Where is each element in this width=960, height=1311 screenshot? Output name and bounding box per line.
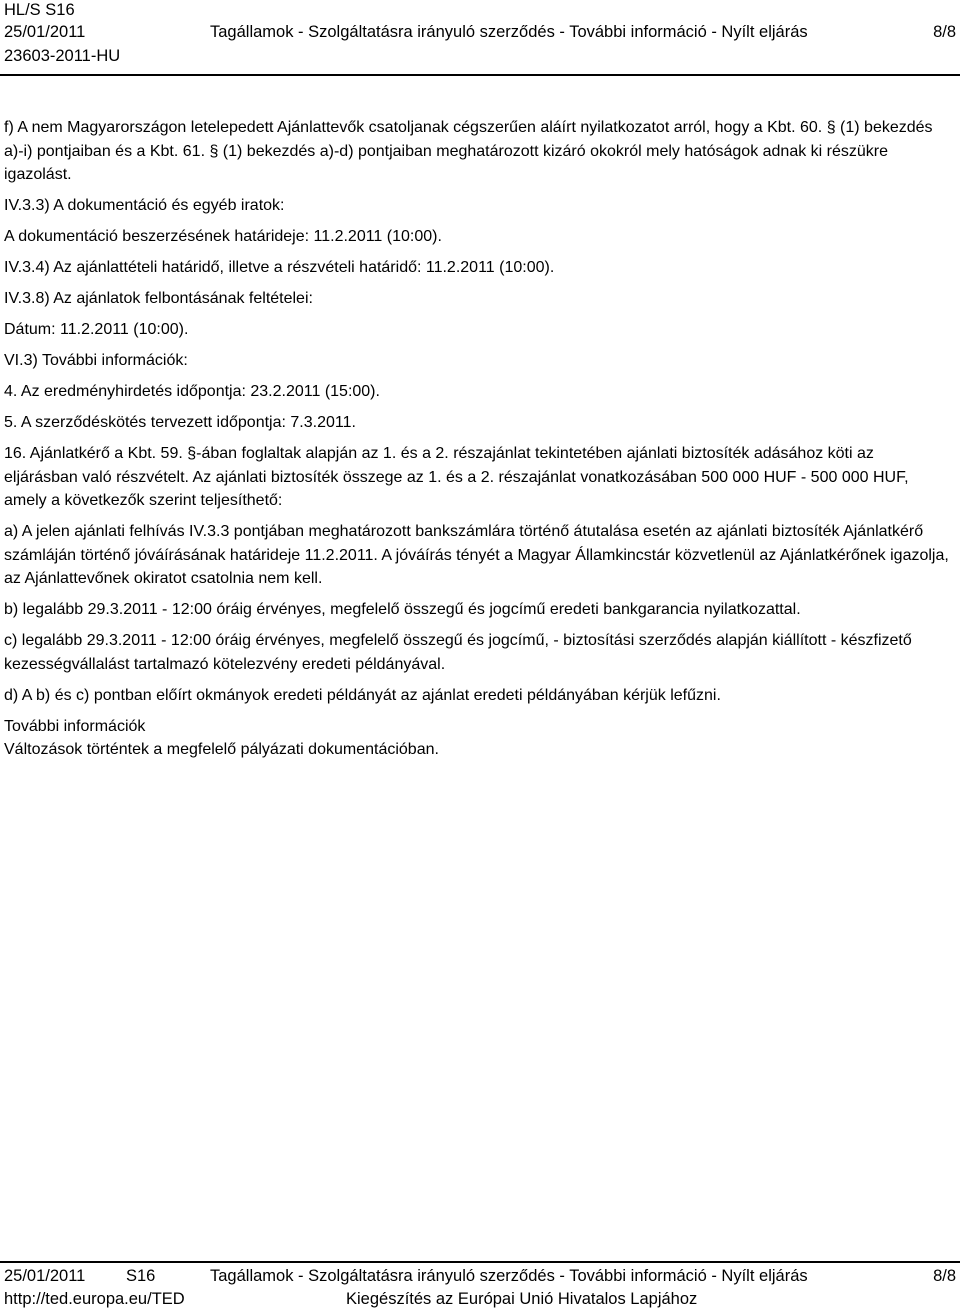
section-iv33-heading: IV.3.3) A dokumentáció és egyéb iratok:	[4, 197, 285, 214]
footer-url[interactable]: http://ted.europa.eu/TED	[4, 1290, 185, 1308]
footer-title: Tagállamok - Szolgáltatásra irányuló szerződés - További információ - Nyílt eljárás	[210, 1267, 808, 1285]
header-date: 25/01/2011	[4, 23, 86, 41]
section-iv38-heading: IV.3.8) Az ajánlatok felbontásának feltételei:	[4, 290, 313, 307]
paragraph-f: f) A nem Magyarországon letelepedett Ajánlattevők csatoljanak cégszerűen aláírt nyilatkozatot arról, hogy a Kbt. 60. § (1) bekezdés a)-i) pontjaiban és a Kbt. 61. § (1) bekezdés a)-d) pontjaiban meghatározott kizáró okokról mely hatóságok adnak ki részükre igazolást.	[4, 119, 933, 183]
header-divider	[0, 74, 960, 76]
page-header	[4, 0, 956, 72]
list-item-5: 5. A szerződéskötés tervezett időpontja: 7.3.2011.	[4, 414, 356, 431]
list-item-b: b) legalább 29.3.2011 - 12:00 óráig érvényes, megfelelő összegű és jogcímű eredeti bankgarancia nyilatkozattal.	[4, 601, 801, 618]
list-item-4: 4. Az eredményhirdetés időpontja: 23.2.2011 (15:00).	[4, 383, 380, 400]
section-iv38-text: Dátum: 11.2.2011 (10:00).	[4, 321, 189, 338]
list-item-c: c) legalább 29.3.2011 - 12:00 óráig érvényes, megfelelő összegű és jogcímű, - biztosítási szerződés alapján kiállított - készfizető kezességvállalást tartalmazó kötelezvény eredeti példányával.	[4, 632, 912, 673]
list-item-16: 16. Ajánlatkérő a Kbt. 59. §-ában foglaltak alapján az 1. és a 2. részajánlat tekintetében ajánlati biztosíték adásához köti az eljárásban való részvételt. Az ajánlati biztosíték összege az 1. és a 2. részajánlat vonatkozásában 500 000 HUF - 500 000 HUF, amely a következők szerint teljesíthető:	[4, 445, 909, 509]
header-series: HL/S S16	[4, 1, 75, 19]
further-info-heading: További információk	[4, 717, 146, 735]
footer-date: 25/01/2011	[4, 1267, 86, 1285]
header-notice-id: 23603-2011-HU	[4, 47, 121, 65]
section-vi3-heading: VI.3) További információk:	[4, 352, 188, 369]
document-body	[4, 116, 952, 769]
page-footer	[4, 1264, 956, 1310]
section-iv34-text: IV.3.4) Az ajánlattételi határidő, illetve a részvételi határidő: 11.2.2011 (10:00).	[4, 259, 555, 276]
footer-publication: Kiegészítés az Európai Unió Hivatalos Lapjához	[346, 1290, 698, 1308]
list-item-a: a) A jelen ajánlati felhívás IV.3.3 pontjában meghatározott bankszámlára történő átutalása esetén az ajánlati biztosíték Ajánlatkérő számláján történő jóváírásának határideje 11.2.2011. A jóváírás tényét a Magyar Államkincstár közvetlenül az Ajánlatkérőnek igazolja, az Ajánlattevőnek okiratot csatolnia nem kell.	[4, 523, 949, 587]
footer-series-code: S16	[126, 1267, 156, 1285]
footer-page-number: 8/8	[933, 1267, 956, 1285]
section-iv33-text: A dokumentáció beszerzésének határideje: 11.2.2011 (10:00).	[4, 228, 442, 245]
header-page-number: 8/8	[933, 23, 956, 41]
list-item-d: d) A b) és c) pontban előírt okmányok eredeti példányát az ajánlat eredeti példányában kérjük lefűzni.	[4, 686, 721, 704]
footer-divider	[0, 1261, 960, 1263]
header-title: Tagállamok - Szolgáltatásra irányuló szerződés - További információ - Nyílt eljárás	[210, 23, 808, 41]
further-info-text: Változások történtek a megfelelő pályázati dokumentációban.	[4, 741, 439, 758]
